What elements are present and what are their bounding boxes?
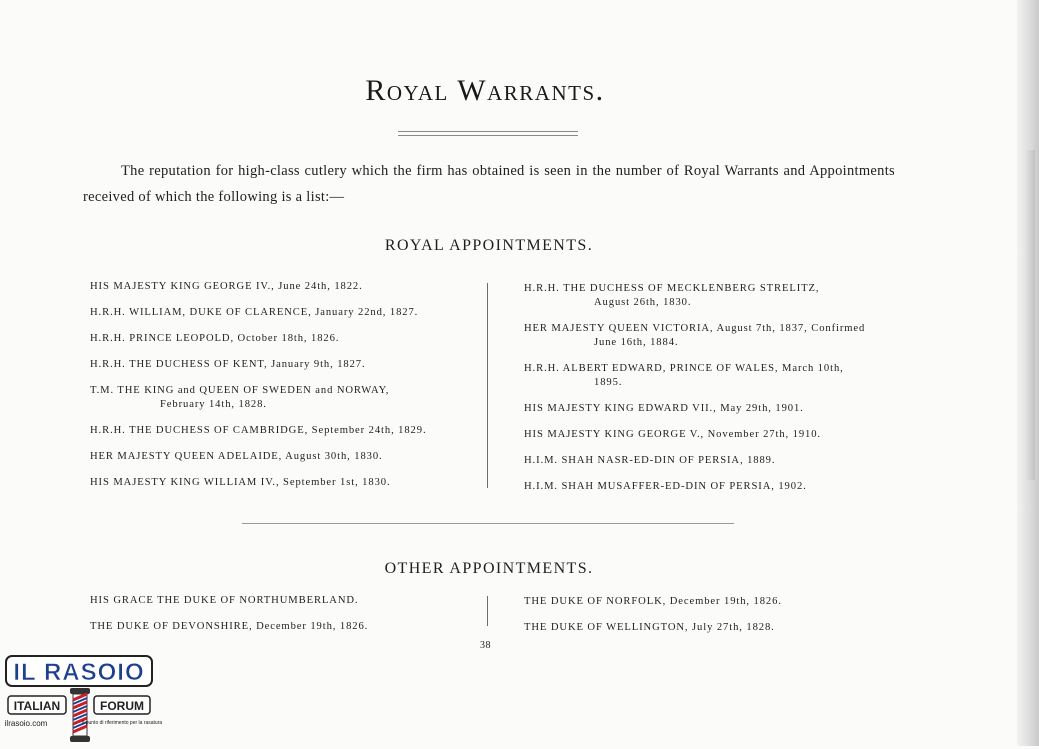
- appointment-text: THE DUKE OF WELLINGTON, July 27th, 1828.: [524, 622, 775, 633]
- appointment-entry: [524, 454, 894, 468]
- appointment-entry: [524, 595, 894, 609]
- appointment-text: H.R.H. WILLIAM, DUKE OF CLARENCE, January 22nd, 1827.: [90, 307, 419, 318]
- page-title: Royal Warrants.: [365, 74, 605, 107]
- appointment-text: HIS MAJESTY KING EDWARD VII., May 29th, 1901.: [524, 403, 804, 414]
- appointment-entry: [524, 322, 894, 350]
- appointment-entry: [524, 362, 894, 390]
- royal-appointments-left-column: [90, 280, 470, 502]
- appointment-entry: [90, 424, 470, 438]
- royal-appointments-right-column: [524, 282, 894, 506]
- appointment-entry: [90, 306, 470, 320]
- appointment-entry: [90, 594, 470, 608]
- page-number: 38: [480, 640, 491, 651]
- appointment-text: THE DUKE OF DEVONSHIRE, December 19th, 1826.: [90, 621, 369, 632]
- appointment-entry: [90, 620, 470, 634]
- royal-appointments-heading: ROYAL APPOINTMENTS.: [384, 237, 594, 254]
- appointment-text: H.R.H. THE DUCHESS OF MECKLENBERG STRELITZ,: [524, 283, 820, 294]
- logo-name-text: IL RASOIO: [13, 659, 145, 686]
- appointment-entry: [90, 358, 470, 372]
- appointment-date-continuation: 1895.: [594, 377, 623, 388]
- logo-right-word: FORUM: [100, 699, 144, 713]
- il-rasoio-logo: [4, 654, 163, 744]
- other-appointments-right-column: [524, 595, 894, 647]
- appointment-text: H.R.H. PRINCE LEOPOLD, October 18th, 1826.: [90, 333, 340, 344]
- appointment-text: T.M. THE KING and QUEEN OF SWEDEN and NORWAY,: [90, 385, 390, 396]
- page-shadow: [1025, 150, 1035, 480]
- appointment-text: H.I.M. SHAH NASR-ED-DIN OF PERSIA, 1889.: [524, 455, 776, 466]
- appointment-entry: [524, 282, 894, 310]
- section-divider: [242, 523, 734, 524]
- appointment-text: HIS MAJESTY KING WILLIAM IV., September 1st, 1830.: [90, 477, 391, 488]
- appointment-entry: [524, 480, 894, 494]
- appointment-entry: [524, 428, 894, 442]
- appointment-text: HER MAJESTY QUEEN VICTORIA, August 7th, 1837, Confirmed: [524, 323, 866, 334]
- appointment-text: H.R.H. THE DUCHESS OF CAMBRIDGE, September 24th, 1829.: [90, 425, 427, 436]
- appointment-entry: [524, 402, 894, 416]
- appointment-text: THE DUKE OF NORFOLK, December 19th, 1826.: [524, 596, 782, 607]
- appointment-entry: [90, 280, 470, 294]
- logo-left-word: ITALIAN: [13, 699, 61, 713]
- column-divider: [487, 596, 488, 626]
- appointment-entry: [90, 476, 470, 490]
- appointment-text: H.R.H. ALBERT EDWARD, PRINCE OF WALES, March 10th,: [524, 363, 844, 374]
- appointment-text: HIS GRACE THE DUKE OF NORTHUMBERLAND.: [90, 595, 359, 606]
- appointment-entry: [524, 621, 894, 635]
- column-divider: [487, 283, 488, 488]
- other-appointments-left-column: [90, 594, 470, 646]
- logo-graphic: [4, 654, 163, 744]
- appointment-entry: [90, 450, 470, 464]
- logo-tagline-text: Il punto di riferimento per la rasatura: [81, 720, 163, 726]
- appointment-date-continuation: February 14th, 1828.: [160, 399, 267, 410]
- appointment-text: HER MAJESTY QUEEN ADELAIDE, August 30th, 1830.: [90, 451, 383, 462]
- other-appointments-heading: OTHER APPOINTMENTS.: [384, 560, 594, 577]
- logo-site-text: ilrasoio.com: [4, 719, 48, 728]
- appointment-text: HIS MAJESTY KING GEORGE V., November 27th, 1910.: [524, 429, 821, 440]
- appointment-text: HIS MAJESTY KING GEORGE IV., June 24th, 1822.: [90, 281, 363, 292]
- appointment-date-continuation: June 16th, 1884.: [594, 337, 679, 348]
- appointment-entry: [90, 332, 470, 346]
- appointment-text: H.R.H. THE DUCHESS OF KENT, January 9th, 1827.: [90, 359, 366, 370]
- appointment-date-continuation: August 26th, 1830.: [594, 297, 692, 308]
- title-rule: [398, 131, 578, 136]
- barber-pole-icon: [70, 688, 90, 742]
- appointment-text: H.I.M. SHAH MUSAFFER-ED-DIN OF PERSIA, 1902.: [524, 481, 807, 492]
- appointment-entry: [90, 384, 470, 412]
- intro-paragraph: The reputation for high-class cutlery which the firm has obtained is seen in the number of Royal Warrants and Appointments received of which the following is a list:—: [83, 163, 895, 205]
